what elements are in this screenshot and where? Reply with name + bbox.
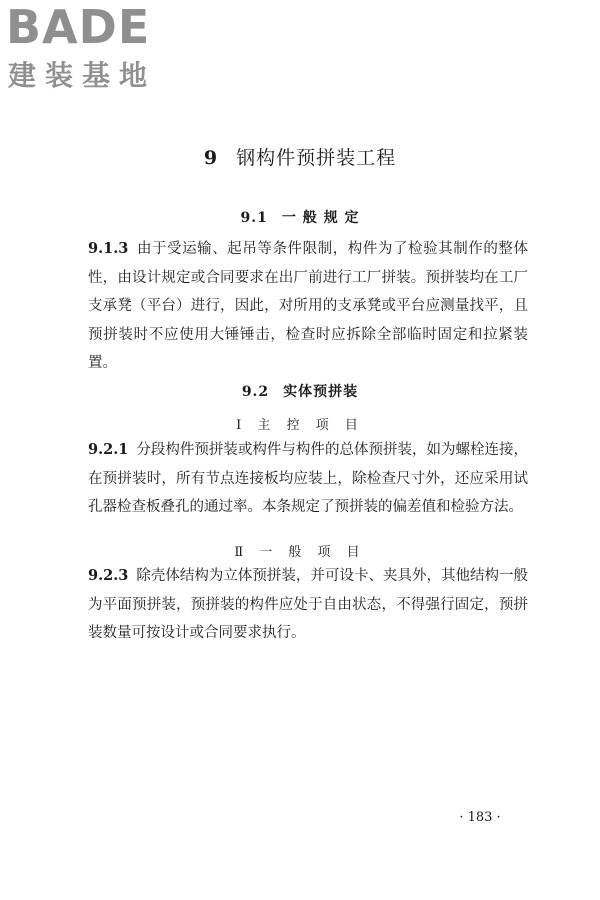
logo xyxy=(6,0,176,96)
section-heading-9-2 xyxy=(0,381,600,401)
clause-number: 9.1.3 xyxy=(88,240,129,257)
chapter-heading xyxy=(0,143,600,170)
subheading-main-control-items: Ⅰ 主 控 项 目 xyxy=(236,418,364,433)
clause-9-1-3 xyxy=(88,235,528,378)
page-number: · 183 · xyxy=(459,810,501,825)
clause-number: 9.2.3 xyxy=(88,567,129,584)
subheading-general-items: Ⅱ 一 般 项 目 xyxy=(234,545,366,560)
section-heading-9-1 xyxy=(0,207,600,227)
section-number: 9.2 xyxy=(241,384,270,400)
section-title: 一 般 规 定 xyxy=(281,210,360,226)
section-title: 实体预拼装 xyxy=(283,384,359,400)
clause-text: 分段构件预拼装或构件与构件的总体预拼装，如为螺栓连接，在预拼装时，所有节点连接板均应装上，除检查尺寸外，还应采用试孔器检查板叠孔的通过率。本条规定了预拼装的偏差值和检验方法。 xyxy=(88,442,528,515)
clause-number: 9.2.1 xyxy=(88,441,129,458)
chapter-number: 9 xyxy=(203,147,219,169)
chapter-title: 钢构件预拼装工程 xyxy=(236,147,397,169)
logo-subtitle: 建装基地 xyxy=(8,59,157,92)
section-number: 9.1 xyxy=(240,210,268,226)
logo-wordmark: BADE xyxy=(6,0,151,54)
clause-9-2-1 xyxy=(88,436,528,522)
clause-9-2-3 xyxy=(88,562,528,648)
clause-text: 除壳体结构为立体预拼装，并可设卡、夹具外，其他结构一般为平面预拼装，预拼装的构件应处于自由状态，不得强行固定，预拼装数量可按设计或合同要求执行。 xyxy=(88,568,528,641)
clause-text: 由于受运输、起吊等条件限制，构件为了检验其制作的整体性，由设计规定或合同要求在出厂前进行工厂拼装。预拼装均在工厂支承凳（平台）进行，因此，对所用的支承凳或平台应测量找平，且预拼装时不应使用大锤锤击，检查时应拆除全部临时固定和拉紧装置。 xyxy=(88,241,528,371)
